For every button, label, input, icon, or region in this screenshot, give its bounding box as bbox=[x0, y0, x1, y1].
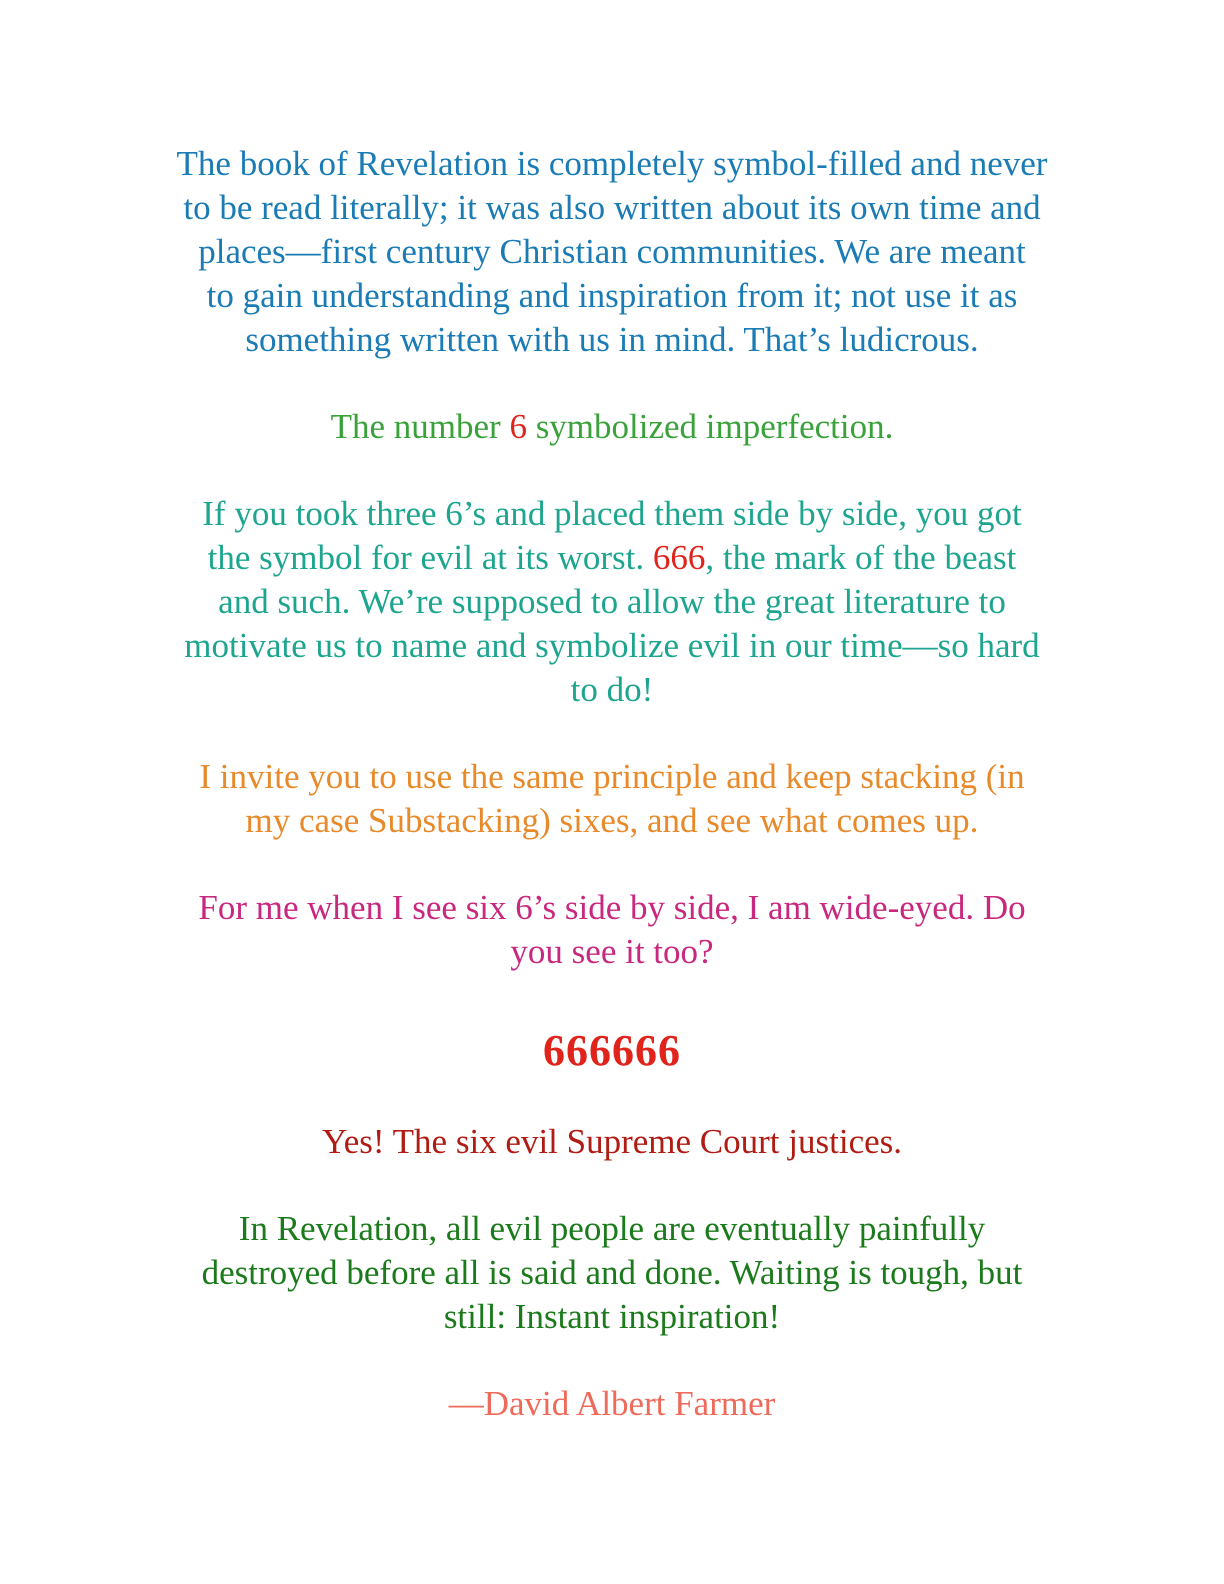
text-line bbox=[140, 536, 1084, 580]
text-line: to gain understanding and inspiration from it; not use it as bbox=[206, 276, 1018, 315]
text-line: Yes! The six evil Supreme Court justices. bbox=[321, 1122, 903, 1161]
text-line: For me when I see six 6’s side by side, I am wide-eyed. Do bbox=[198, 888, 1026, 927]
paragraph-revelation-symbols bbox=[140, 142, 1084, 362]
text-fragment: symbolized imperfection. bbox=[526, 407, 894, 446]
document-page bbox=[140, 142, 1084, 1426]
paragraph-conclusion bbox=[140, 1207, 1084, 1339]
paragraph-three-sixes bbox=[140, 492, 1084, 712]
text-fragment: , the mark of the beast bbox=[705, 538, 1017, 577]
text-line: to do! bbox=[570, 670, 654, 709]
text-fragment: The number bbox=[330, 407, 510, 446]
paragraph-number-six bbox=[140, 405, 1084, 449]
text-line bbox=[140, 405, 1084, 449]
text-line: something written with us in mind. That’s ludicrous. bbox=[245, 320, 979, 359]
highlight-666: 666 bbox=[652, 538, 706, 577]
text-line: and such. We’re supposed to allow the great literature to bbox=[218, 582, 1006, 621]
author-signature: —David Albert Farmer bbox=[448, 1384, 776, 1423]
big-number: 666666 bbox=[543, 1026, 681, 1075]
text-line: you see it too? bbox=[510, 932, 714, 971]
paragraph-six-sixes bbox=[140, 886, 1084, 974]
text-line: places—first century Christian communities. We are meant bbox=[198, 232, 1026, 271]
paragraph-invitation bbox=[140, 755, 1084, 843]
text-line: The book of Revelation is completely symbol-filled and never bbox=[176, 144, 1048, 183]
text-line: In Revelation, all evil people are eventually painfully bbox=[238, 1209, 986, 1248]
text-line: I invite you to use the same principle and keep stacking (in bbox=[199, 757, 1025, 796]
text-line: still: Instant inspiration! bbox=[443, 1297, 781, 1336]
text-line: If you took three 6’s and placed them side by side, you got bbox=[202, 494, 1022, 533]
text-fragment: the symbol for evil at its worst. bbox=[207, 538, 653, 577]
paragraph-justices bbox=[140, 1120, 1084, 1164]
text-line: destroyed before all is said and done. Waiting is tough, but bbox=[201, 1253, 1023, 1292]
highlight-six: 6 bbox=[509, 407, 527, 446]
text-line: motivate us to name and symbolize evil in our time—so hard bbox=[184, 626, 1040, 665]
text-line: to be read literally; it was also written about its own time and bbox=[183, 188, 1041, 227]
text-line: my case Substacking) sixes, and see what comes up. bbox=[245, 801, 979, 840]
